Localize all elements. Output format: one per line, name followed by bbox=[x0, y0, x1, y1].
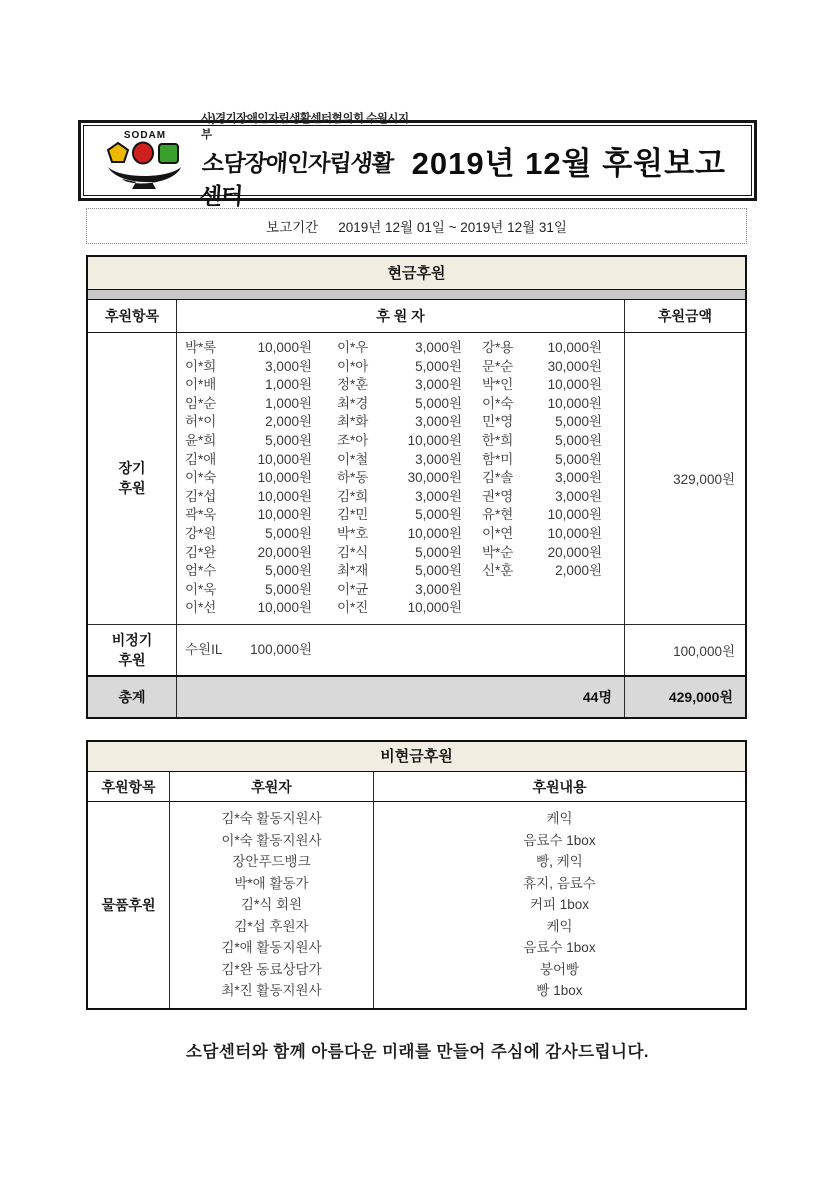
col-header-content: 후원내용 bbox=[532, 778, 587, 795]
donor-amount: 100,000원 bbox=[250, 641, 312, 657]
donor-amount: 5,000원 bbox=[415, 395, 462, 411]
org-name-block bbox=[198, 110, 412, 211]
donor-amount: 5,000원 bbox=[415, 563, 462, 579]
donor-name: 박*록 bbox=[185, 340, 217, 355]
donor-amount: 10,000원 bbox=[257, 507, 312, 523]
donor-name: 박*인 bbox=[482, 377, 514, 393]
goods-donor: 김*섭 후원자 bbox=[234, 918, 309, 934]
donor-name: 하*동 bbox=[337, 470, 369, 486]
irregular-donation-label: 비정기 후원 bbox=[88, 625, 177, 675]
donor-amount: 3,000원 bbox=[415, 488, 462, 504]
donor-name: 문*순 bbox=[482, 358, 514, 374]
donor-amount: 2,000원 bbox=[265, 414, 312, 430]
total-label: 총계 bbox=[88, 677, 177, 717]
org-affiliation-text: 사)경기장애인자립생활센터협의회 수원시지부 bbox=[201, 113, 409, 141]
page-title: 2019년 12월 후원보고 bbox=[411, 146, 726, 181]
donor-name: 박*호 bbox=[337, 525, 369, 541]
donor-amount: 5,000원 bbox=[265, 432, 312, 448]
donor-name: 조*아 bbox=[337, 432, 369, 448]
donor-name: 강*원 bbox=[185, 525, 217, 541]
donor-name: 윤*희 bbox=[185, 432, 217, 448]
donor-name: 이*희 bbox=[185, 358, 217, 374]
col-header-amount: 후원금액 bbox=[657, 308, 713, 324]
donor-amount: 5,000원 bbox=[265, 581, 312, 597]
goods-content: 음료수 1box bbox=[523, 832, 596, 848]
regular-donor-list bbox=[177, 333, 625, 624]
donor-amount: 1,000원 bbox=[265, 377, 312, 393]
donor-row bbox=[177, 432, 624, 451]
donor-name: 이*선 bbox=[185, 600, 217, 616]
donor-name: 신*훈 bbox=[482, 563, 514, 579]
donor-amount: 10,000원 bbox=[257, 600, 312, 616]
donor-name: 이*철 bbox=[337, 451, 369, 467]
cash-total-row bbox=[88, 677, 745, 717]
donor-amount bbox=[537, 581, 612, 600]
donor-row bbox=[177, 506, 624, 525]
donor-amount: 10,000원 bbox=[407, 432, 462, 448]
donor-amount: 10,000원 bbox=[257, 470, 312, 486]
donor-amount: 5,000원 bbox=[555, 414, 602, 430]
org-name-text: 소담장애인자립생활센터 bbox=[198, 150, 394, 209]
donor-name: 이*아 bbox=[337, 358, 369, 374]
donor-row bbox=[177, 525, 624, 544]
donor-name: 정*훈 bbox=[337, 377, 369, 393]
goods-donor: 박*애 활동가 bbox=[234, 875, 309, 891]
donor-amount: 10,000원 bbox=[257, 340, 312, 355]
donor-name bbox=[462, 599, 537, 618]
noncash-table-header-row bbox=[88, 772, 745, 802]
goods-donor: 김*식 회원 bbox=[240, 897, 303, 912]
goods-donation-row bbox=[88, 802, 745, 1008]
cash-donation-table bbox=[86, 255, 747, 719]
col-header-item: 후원항목 bbox=[88, 300, 177, 332]
donor-name: 김*희 bbox=[337, 488, 369, 504]
donor-amount: 10,000원 bbox=[407, 600, 462, 616]
donor-name: 이*배 bbox=[185, 377, 217, 393]
donor-amount: 3,000원 bbox=[415, 414, 462, 430]
donor-name: 이*숙 bbox=[482, 395, 514, 411]
donor-name: 이*욱 bbox=[185, 581, 217, 597]
donor-row bbox=[177, 562, 624, 581]
logo-brand-text: SODAM bbox=[123, 129, 167, 141]
donor-name: 김*섭 bbox=[185, 488, 217, 504]
goods-content: 음료수 1box bbox=[523, 940, 596, 955]
goods-donor: 김*숙 활동지원사 bbox=[221, 811, 322, 826]
donor-amount: 10,000원 bbox=[407, 525, 462, 541]
donor-name: 허*이 bbox=[185, 414, 217, 430]
donor-amount: 5,000원 bbox=[415, 507, 462, 523]
goods-content-list bbox=[374, 802, 745, 1008]
goods-content: 커피 1box bbox=[529, 897, 590, 912]
donor-amount: 20,000원 bbox=[547, 544, 602, 560]
irregular-donation-row bbox=[88, 625, 745, 677]
regular-donation-label: 장기 후원 bbox=[88, 333, 177, 624]
donor-amount: 5,000원 bbox=[555, 432, 602, 448]
donor-amount: 10,000원 bbox=[547, 395, 602, 411]
donor-amount: 3,000원 bbox=[415, 581, 462, 597]
noncash-donation-table bbox=[86, 740, 747, 1010]
report-period-bar bbox=[86, 208, 747, 244]
donor-amount: 10,000원 bbox=[257, 488, 312, 504]
donor-amount: 5,000원 bbox=[415, 544, 462, 560]
goods-donation-label: 물품후원 bbox=[88, 802, 170, 1008]
donor-amount: 5,000원 bbox=[265, 563, 312, 579]
donor-amount: 5,000원 bbox=[415, 358, 462, 374]
goods-content: 붕어빵 bbox=[539, 961, 580, 977]
col-header-item: 후원항목 bbox=[88, 772, 170, 801]
donor-amount: 3,000원 bbox=[555, 470, 602, 486]
donor-name: 이*균 bbox=[337, 581, 369, 597]
donor-name: 한*희 bbox=[482, 432, 514, 448]
noncash-table-title: 비현금후원 bbox=[88, 742, 745, 772]
regular-total-amount: 329,000원 bbox=[673, 472, 735, 488]
donor-name: 임*순 bbox=[185, 395, 217, 411]
donor-row bbox=[177, 339, 624, 358]
donor-name: 최*재 bbox=[337, 563, 369, 579]
donor-amount: 10,000원 bbox=[547, 525, 602, 541]
donor-row bbox=[177, 395, 624, 414]
donor-amount: 30,000원 bbox=[407, 470, 462, 486]
donor-amount: 5,000원 bbox=[265, 525, 312, 541]
donor-name: 엄*수 bbox=[185, 563, 217, 579]
donor-amount: 3,000원 bbox=[265, 358, 312, 374]
logo-square-icon bbox=[159, 144, 178, 163]
donor-amount: 3,000원 bbox=[415, 377, 462, 393]
cash-table-title: 현금후원 bbox=[88, 257, 745, 290]
sodam-bowl-icon bbox=[106, 141, 184, 191]
donor-name: 이*연 bbox=[482, 525, 514, 541]
donor-name: 김*민 bbox=[337, 507, 369, 523]
donor-name: 이*진 bbox=[337, 600, 369, 616]
donor-name: 민*영 bbox=[482, 414, 514, 430]
goods-donor: 김*완 동료상담가 bbox=[221, 961, 322, 977]
col-header-donor: 후원자 bbox=[170, 772, 374, 801]
goods-donor: 김*애 활동지원사 bbox=[221, 940, 322, 955]
donor-amount: 20,000원 bbox=[257, 544, 312, 560]
donor-row bbox=[177, 641, 624, 660]
donor-name: 유*현 bbox=[482, 507, 514, 523]
donor-row bbox=[177, 358, 624, 377]
donor-name: 수원IL bbox=[185, 641, 223, 657]
donor-amount: 5,000원 bbox=[555, 451, 602, 467]
donor-row bbox=[177, 413, 624, 432]
donor-amount: 3,000원 bbox=[415, 451, 462, 467]
donor-row bbox=[177, 451, 624, 470]
total-amount: 429,000원 bbox=[668, 688, 733, 705]
donor-name: 김*완 bbox=[185, 544, 217, 560]
donor-amount bbox=[537, 599, 612, 618]
goods-donor: 이*숙 활동지원사 bbox=[221, 832, 322, 848]
donor-name: 곽*욱 bbox=[185, 507, 217, 523]
goods-content: 케익 bbox=[546, 918, 573, 934]
donor-row bbox=[177, 488, 624, 507]
goods-donor: 최*진 활동지원사 bbox=[221, 983, 322, 998]
goods-content: 케익 bbox=[546, 811, 573, 826]
donor-name: 최*화 bbox=[337, 414, 369, 430]
donor-amount: 3,000원 bbox=[555, 488, 602, 504]
donor-name: 이*우 bbox=[337, 340, 369, 355]
donor-amount: 10,000원 bbox=[547, 377, 602, 393]
thank-you-message: 소담센터와 함께 아름다운 미래를 만들어 주심에 감사드립니다. bbox=[185, 1043, 649, 1061]
donor-name: 최*경 bbox=[337, 395, 369, 411]
donor-name: 박*순 bbox=[482, 544, 514, 560]
donor-name: 권*영 bbox=[482, 488, 514, 504]
logo-diamond-icon bbox=[108, 143, 128, 162]
donor-row bbox=[177, 469, 624, 488]
donor-name: 김*애 bbox=[185, 451, 217, 467]
donor-row bbox=[177, 599, 624, 618]
total-donor-count: 44명 bbox=[177, 677, 625, 717]
irregular-donor-list bbox=[177, 625, 625, 675]
donor-amount: 1,000원 bbox=[265, 395, 312, 411]
goods-content: 빵 1box bbox=[536, 983, 583, 998]
donor-row bbox=[177, 544, 624, 563]
donor-amount: 2,000원 bbox=[555, 563, 602, 579]
donor-name: 김*식 bbox=[337, 544, 369, 560]
goods-donor: 장안푸드뱅크 bbox=[232, 854, 311, 869]
donor-name: 이*숙 bbox=[185, 470, 217, 486]
col-header-donor: 후 원 자 bbox=[177, 300, 625, 332]
logo-circle-icon bbox=[133, 142, 153, 163]
sodam-logo bbox=[99, 131, 191, 191]
donor-amount: 3,000원 bbox=[415, 340, 462, 355]
irregular-total-amount: 100,000원 bbox=[673, 643, 735, 659]
gray-separator-strip bbox=[88, 290, 745, 300]
donor-row bbox=[177, 376, 624, 395]
donor-amount: 10,000원 bbox=[547, 507, 602, 523]
donor-amount: 30,000원 bbox=[547, 358, 602, 374]
donor-name bbox=[462, 581, 537, 600]
donor-name: 함*미 bbox=[482, 451, 514, 467]
goods-content: 빵, 케익 bbox=[536, 854, 583, 869]
regular-donation-row bbox=[88, 333, 745, 625]
donor-amount: 10,000원 bbox=[547, 340, 602, 355]
goods-donor-list bbox=[170, 802, 374, 1008]
donor-name: 강*용 bbox=[482, 340, 514, 355]
logo-bowl-shape bbox=[108, 167, 181, 189]
period-value: 2019년 12월 01일 ~ 2019년 12월 31일 bbox=[338, 220, 567, 235]
goods-content: 휴지, 음료수 bbox=[523, 875, 596, 891]
cash-table-header-row bbox=[88, 300, 745, 333]
report-header bbox=[78, 113, 757, 209]
donor-amount: 10,000원 bbox=[257, 451, 312, 467]
donor-row bbox=[177, 581, 624, 600]
donor-name: 김*솔 bbox=[482, 470, 514, 486]
period-label: 보고기간 bbox=[266, 220, 319, 235]
